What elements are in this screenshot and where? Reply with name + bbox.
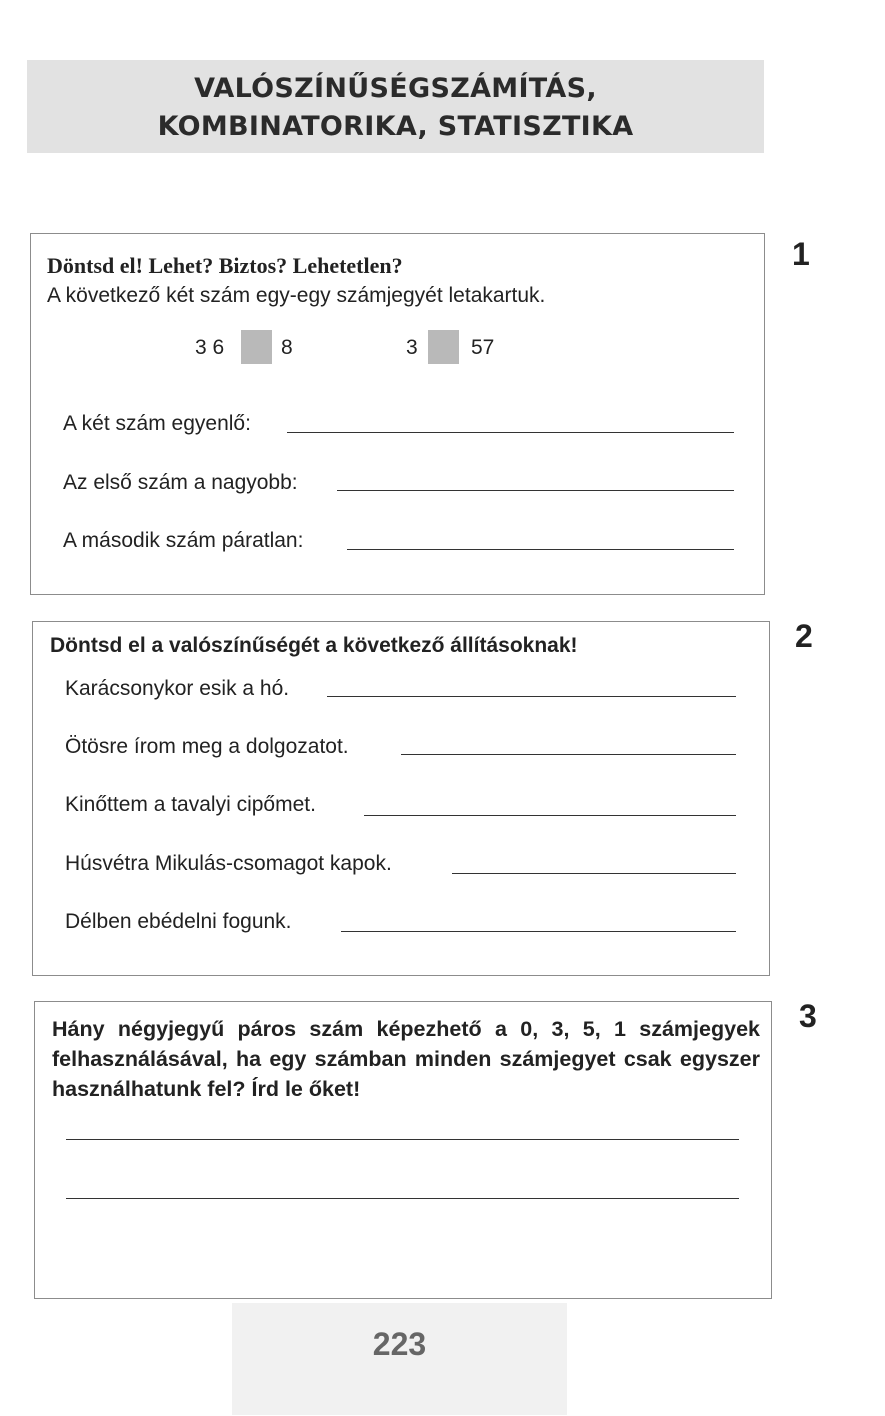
chapter-title: [27, 70, 764, 146]
exercise1-intro: A következő két szám egy-egy számjegyét letakartuk.: [47, 284, 546, 307]
exercise2-statement: Kinőttem a tavalyi cipőmet.: [65, 793, 316, 816]
exercise2-statement: Húsvétra Mikulás-csomagot kapok.: [65, 852, 392, 875]
exercise2-number: 2: [795, 618, 813, 654]
exercise2-statement: Ötösre írom meg a dolgozatot.: [65, 735, 349, 758]
number-b-after: 57: [471, 336, 495, 359]
chapter-title-line1: VALÓSZÍNŰSÉGSZÁMÍTÁS,: [194, 73, 597, 104]
page-number: 223: [372, 1326, 427, 1362]
answer-line[interactable]: [364, 815, 736, 816]
answer-line[interactable]: [401, 754, 736, 755]
answer-line[interactable]: [327, 696, 736, 697]
exercise2-title: Döntsd el a valószínűségét a következő állításoknak!: [50, 634, 578, 657]
exercise1-number: 1: [792, 236, 810, 272]
exercise3-question: Hány négyjegyű páros szám képezhető a 0, 3, 5, 1 számjegyek felhasználásával, ha egy számban minden számjegyet csak egyszer használhatunk fel? Írd le őket!: [52, 1017, 760, 1101]
answer-line[interactable]: [66, 1139, 739, 1140]
answer-line[interactable]: [341, 931, 736, 932]
exercise2-statement: Délben ebédelni fogunk.: [65, 910, 292, 933]
answer-line[interactable]: [287, 432, 734, 433]
exercise2-statement: Karácsonykor esik a hó.: [65, 677, 290, 700]
answer-line[interactable]: [337, 490, 734, 491]
exercise1-statement: Az első szám a nagyobb:: [63, 471, 298, 494]
chapter-title-line2: KOMBINATORIKA, STATISZTIKA: [157, 111, 634, 142]
number-a-after: 8: [281, 336, 293, 359]
exercise1-title: Döntsd el! Lehet? Biztos? Lehetetlen?: [47, 253, 403, 278]
answer-line[interactable]: [347, 549, 734, 550]
covered-digit-a: [241, 330, 272, 364]
number-a-before: 3 6: [195, 336, 225, 359]
exercise1-statement: A második szám páratlan:: [63, 529, 304, 552]
answer-line[interactable]: [66, 1198, 739, 1199]
covered-digit-b: [428, 330, 459, 364]
exercise1-statement: A két szám egyenlő:: [63, 412, 251, 435]
number-b-before: 3: [406, 336, 418, 359]
answer-line[interactable]: [452, 873, 736, 874]
exercise3-number: 3: [799, 998, 817, 1034]
